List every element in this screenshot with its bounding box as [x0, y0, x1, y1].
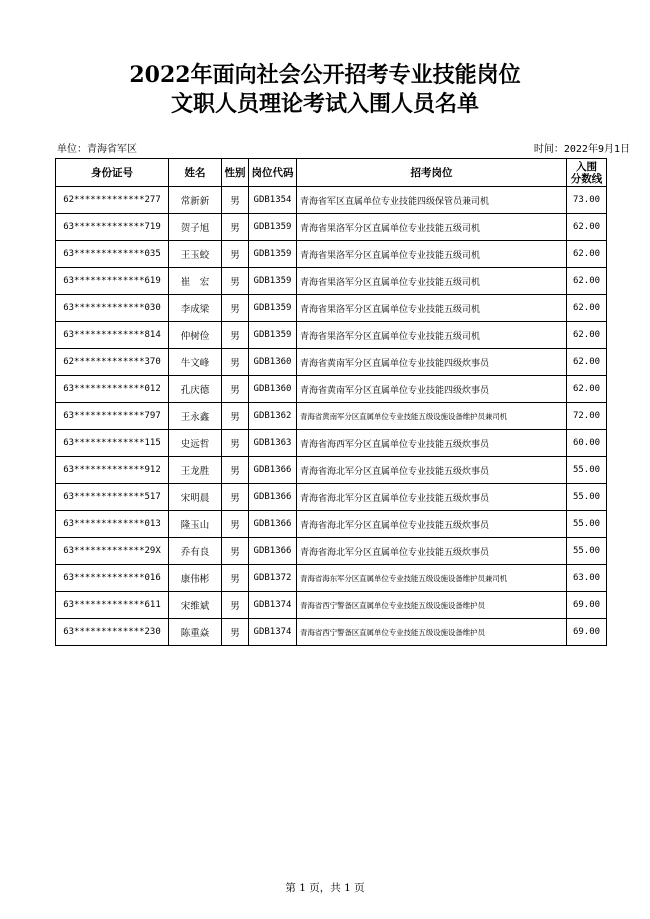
table-row [56, 241, 607, 268]
table-row [56, 484, 607, 511]
header-name: 姓名 [169, 159, 222, 187]
cell-code: GDB1359 [249, 241, 297, 268]
table-row [56, 619, 607, 646]
cell-position: 青海省黄南军分区直属单位专业技能四级炊事员 [297, 349, 567, 376]
cell-code: GDB1366 [249, 484, 297, 511]
cell-position: 青海省果洛军分区直属单位专业技能五级司机 [297, 241, 567, 268]
cell-gender: 男 [222, 268, 249, 295]
cell-score: 69.00 [567, 592, 607, 619]
header-score [567, 159, 607, 187]
cell-id: 63*************012 [56, 376, 169, 403]
cell-position: 青海省果洛军分区直属单位专业技能五级司机 [297, 322, 567, 349]
header-gender: 性别 [222, 159, 249, 187]
cell-name: 崔 宏 [169, 268, 222, 295]
header-position: 招考岗位 [297, 159, 567, 187]
cell-code: GDB1366 [249, 511, 297, 538]
cell-gender: 男 [222, 511, 249, 538]
table-row [56, 295, 607, 322]
cell-position: 青海省西宁警备区直属单位专业技能五级设施设备维护员 [297, 592, 567, 619]
cell-name: 隆玉山 [169, 511, 222, 538]
cell-code: GDB1354 [249, 187, 297, 214]
table-row [56, 214, 607, 241]
cell-name: 仲树俭 [169, 322, 222, 349]
cell-code: GDB1372 [249, 565, 297, 592]
cell-name: 王玉蛟 [169, 241, 222, 268]
table-row [56, 187, 607, 214]
table-row [56, 403, 607, 430]
cell-score: 62.00 [567, 295, 607, 322]
cell-id: 63*************814 [56, 322, 169, 349]
cell-code: GDB1360 [249, 376, 297, 403]
cell-id: 63*************035 [56, 241, 169, 268]
cell-score: 72.00 [567, 403, 607, 430]
table-row [56, 322, 607, 349]
cell-position: 青海省西宁警备区直属单位专业技能五级设施设备维护员 [297, 619, 567, 646]
cell-name: 贺子旭 [169, 214, 222, 241]
header-score-line1: 入围 [576, 160, 597, 173]
cell-name: 牛文峰 [169, 349, 222, 376]
cell-gender: 男 [222, 430, 249, 457]
cell-position: 青海省海西军分区直属单位专业技能五级炊事员 [297, 430, 567, 457]
cell-gender: 男 [222, 565, 249, 592]
cell-code: GDB1366 [249, 538, 297, 565]
cell-name: 康伟彬 [169, 565, 222, 592]
cell-score: 60.00 [567, 430, 607, 457]
cell-gender: 男 [222, 457, 249, 484]
header-code: 岗位代码 [249, 159, 297, 187]
cell-name: 孔庆德 [169, 376, 222, 403]
cell-code: GDB1374 [249, 619, 297, 646]
cell-gender: 男 [222, 295, 249, 322]
cell-gender: 男 [222, 241, 249, 268]
table-row [56, 430, 607, 457]
cell-score: 62.00 [567, 322, 607, 349]
cell-name: 王永鑫 [169, 403, 222, 430]
cell-score: 55.00 [567, 457, 607, 484]
cell-position: 青海省海北军分区直属单位专业技能五级炊事员 [297, 484, 567, 511]
cell-score: 62.00 [567, 268, 607, 295]
table-row [56, 349, 607, 376]
cell-gender: 男 [222, 376, 249, 403]
cell-id: 63*************115 [56, 430, 169, 457]
cell-id: 63*************29X [56, 538, 169, 565]
cell-score: 62.00 [567, 349, 607, 376]
cell-id: 63*************230 [56, 619, 169, 646]
cell-id: 63*************030 [56, 295, 169, 322]
cell-gender: 男 [222, 214, 249, 241]
cell-position: 青海省果洛军分区直属单位专业技能五级司机 [297, 214, 567, 241]
cell-id: 63*************611 [56, 592, 169, 619]
cell-gender: 男 [222, 484, 249, 511]
cell-code: GDB1363 [249, 430, 297, 457]
cell-name: 乔有良 [169, 538, 222, 565]
cell-gender: 男 [222, 538, 249, 565]
cell-id: 62*************370 [56, 349, 169, 376]
cell-code: GDB1374 [249, 592, 297, 619]
cell-score: 62.00 [567, 214, 607, 241]
cell-position: 青海省果洛军分区直属单位专业技能五级司机 [297, 295, 567, 322]
table-row [56, 376, 607, 403]
cell-score: 62.00 [567, 376, 607, 403]
header-score-line2: 分数线 [570, 172, 603, 185]
candidate-table [55, 158, 607, 646]
page-footer: 第 1 页，共 1 页 [285, 882, 365, 894]
cell-score: 69.00 [567, 619, 607, 646]
cell-position: 青海省海北军分区直属单位专业技能五级炊事员 [297, 511, 567, 538]
cell-gender: 男 [222, 592, 249, 619]
header-id: 身份证号 [56, 159, 169, 187]
table-row [56, 268, 607, 295]
cell-id: 63*************797 [56, 403, 169, 430]
table-header-row [56, 159, 607, 187]
unit-label: 单位：青海省军区 [57, 144, 137, 155]
cell-score: 62.00 [567, 241, 607, 268]
cell-position: 青海省果洛军分区直属单位专业技能五级司机 [297, 268, 567, 295]
cell-name: 宋维斌 [169, 592, 222, 619]
cell-score: 55.00 [567, 538, 607, 565]
cell-name: 宋明晨 [169, 484, 222, 511]
document-title-line1: 2022年面向社会公开招考专业技能岗位 [129, 62, 521, 88]
cell-code: GDB1366 [249, 457, 297, 484]
cell-position: 青海省海北军分区直属单位专业技能五级炊事员 [297, 538, 567, 565]
cell-code: GDB1359 [249, 214, 297, 241]
cell-name: 王龙胜 [169, 457, 222, 484]
date-label: 时间：2022年9月1日 [533, 144, 630, 155]
cell-id: 63*************016 [56, 565, 169, 592]
cell-gender: 男 [222, 349, 249, 376]
cell-gender: 男 [222, 322, 249, 349]
table-row [56, 511, 607, 538]
cell-code: GDB1359 [249, 268, 297, 295]
cell-score: 55.00 [567, 484, 607, 511]
cell-id: 63*************719 [56, 214, 169, 241]
cell-name: 陈重焱 [169, 619, 222, 646]
cell-gender: 男 [222, 403, 249, 430]
cell-id: 63*************619 [56, 268, 169, 295]
table-row [56, 592, 607, 619]
cell-name: 史远哲 [169, 430, 222, 457]
cell-score: 73.00 [567, 187, 607, 214]
table-body [56, 187, 607, 646]
cell-position: 青海省海东军分区直属单位专业技能五级设施设备维护员兼司机 [297, 565, 567, 592]
cell-id: 63*************013 [56, 511, 169, 538]
cell-code: GDB1362 [249, 403, 297, 430]
cell-name: 常新新 [169, 187, 222, 214]
cell-position: 青海省军区直属单位专业技能四级保管员兼司机 [297, 187, 567, 214]
cell-id: 63*************912 [56, 457, 169, 484]
table-row [56, 538, 607, 565]
document-title-line2: 文职人员理论考试入围人员名单 [170, 91, 479, 117]
cell-id: 62*************277 [56, 187, 169, 214]
cell-position: 青海省黄南军分区直属单位专业技能四级炊事员 [297, 376, 567, 403]
cell-code: GDB1360 [249, 349, 297, 376]
cell-name: 李成梁 [169, 295, 222, 322]
cell-score: 63.00 [567, 565, 607, 592]
cell-gender: 男 [222, 619, 249, 646]
cell-gender: 男 [222, 187, 249, 214]
cell-score: 55.00 [567, 511, 607, 538]
cell-code: GDB1359 [249, 322, 297, 349]
table-row [56, 457, 607, 484]
cell-id: 63*************517 [56, 484, 169, 511]
cell-code: GDB1359 [249, 295, 297, 322]
table-row [56, 565, 607, 592]
cell-position: 青海省海北军分区直属单位专业技能五级炊事员 [297, 457, 567, 484]
cell-position: 青海省黄南军分区直属单位专业技能五级设施设备维护员兼司机 [297, 403, 567, 430]
